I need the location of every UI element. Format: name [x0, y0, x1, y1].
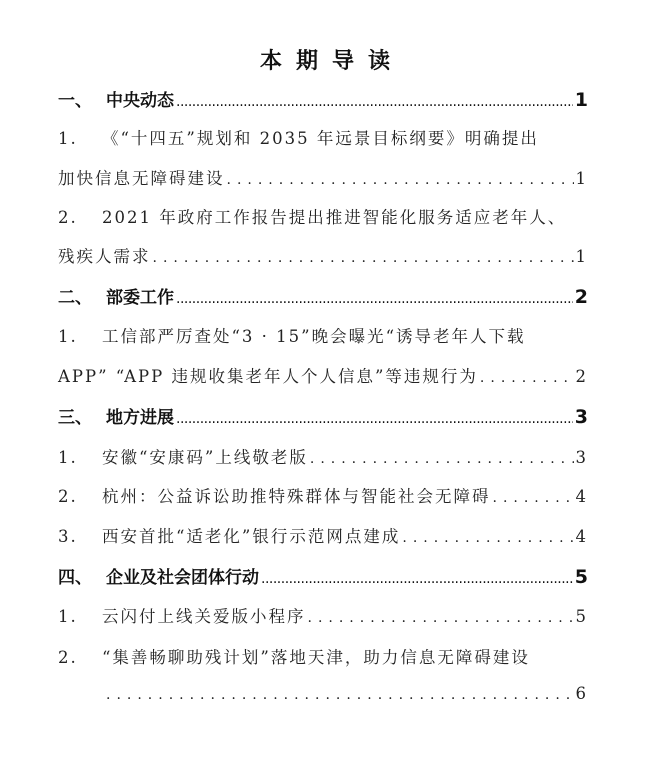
- page-number: 3: [575, 448, 588, 467]
- toc-item-3-3[interactable]: [58, 523, 588, 553]
- section-number: 一、: [58, 91, 92, 111]
- leader-dots: [227, 172, 574, 188]
- toc-item-2-1-cont[interactable]: [58, 363, 588, 393]
- page-number: 5: [575, 607, 588, 626]
- toc-item-4-2-cont[interactable]: [104, 684, 588, 714]
- item-number: 1.: [58, 448, 78, 467]
- page-number: 5: [574, 566, 588, 588]
- item-title: “集善畅聊助残计划”落地天津，助力信息无障碍建设: [102, 648, 530, 667]
- item-title: 杭州：公益诉讼助推特殊群体与智能社会无障碍: [102, 487, 491, 506]
- toc-section-3[interactable]: [58, 403, 588, 433]
- toc-item-2-1[interactable]: [58, 323, 588, 353]
- item-number: 1.: [58, 129, 78, 148]
- section-title: 地方进展: [106, 408, 174, 428]
- toc-item-3-2[interactable]: [58, 483, 588, 513]
- page-number: 1: [574, 89, 588, 111]
- toc-title: 本期导读: [259, 49, 404, 74]
- leader-dots: [402, 530, 573, 546]
- toc-section-2[interactable]: [58, 283, 588, 313]
- item-title: 西安首批“适老化”银行示范网点建成: [102, 527, 401, 546]
- item-number: 2.: [58, 487, 78, 506]
- leader-dots: [153, 250, 574, 266]
- item-title-cont: APP” “APP 违规收集老年人个人信息”等违规行为: [58, 367, 478, 386]
- toc-item-1-1-cont[interactable]: [58, 165, 588, 195]
- section-number: 三、: [58, 408, 92, 428]
- item-number: 2.: [58, 648, 78, 667]
- toc-item-1-2-cont[interactable]: [58, 243, 588, 273]
- leader-dots: [480, 370, 574, 386]
- item-title-cont: 加快信息无障碍建设: [58, 169, 225, 188]
- page-number: 2: [575, 367, 588, 386]
- item-number: 1.: [58, 327, 78, 346]
- toc-item-4-2[interactable]: [58, 644, 588, 674]
- page-number: 4: [575, 487, 588, 506]
- toc-item-4-1[interactable]: [58, 603, 588, 633]
- leader-dots: [176, 411, 573, 427]
- toc-item-3-1[interactable]: [58, 444, 588, 474]
- item-title: 《“十四五”规划和 2035 年远景目标纲要》明确提出: [102, 129, 539, 148]
- toc-section-4[interactable]: [58, 563, 588, 593]
- page-number: 1: [575, 169, 588, 188]
- item-number: 1.: [58, 607, 78, 626]
- leader-dots: [310, 451, 574, 467]
- toc-section-1[interactable]: [58, 86, 588, 116]
- leader-dots: [261, 571, 573, 587]
- toc-item-1-1[interactable]: [58, 125, 588, 155]
- page-number: 2: [574, 286, 588, 308]
- item-title: 安徽“安康码”上线敬老版: [102, 448, 308, 467]
- section-number: 二、: [58, 288, 92, 308]
- page-number: 1: [575, 247, 588, 266]
- page-number: 4: [575, 527, 588, 546]
- item-title: 工信部严厉查处“3 · 15”晚会曝光“诱导老年人下载: [102, 327, 526, 346]
- toc-item-1-2[interactable]: [58, 204, 588, 234]
- item-number: 3.: [58, 527, 78, 546]
- leader-dots: [308, 610, 574, 626]
- leader-dots: [493, 490, 574, 506]
- item-title: 云闪付上线关爱版小程序: [102, 607, 306, 626]
- leader-dots: [106, 687, 574, 703]
- section-title: 企业及社会团体行动: [106, 568, 259, 588]
- section-title: 中央动态: [106, 91, 174, 111]
- leader-dots: [176, 291, 573, 307]
- item-title-cont: 残疾人需求: [58, 247, 151, 266]
- page-number: 6: [575, 684, 588, 703]
- item-number: 2.: [58, 208, 78, 227]
- item-title: 2021 年政府工作报告提出推进智能化服务适应老年人、: [102, 208, 567, 227]
- leader-dots: [176, 94, 573, 110]
- section-title: 部委工作: [106, 288, 174, 308]
- section-number: 四、: [58, 568, 92, 588]
- page-number: 3: [574, 406, 588, 428]
